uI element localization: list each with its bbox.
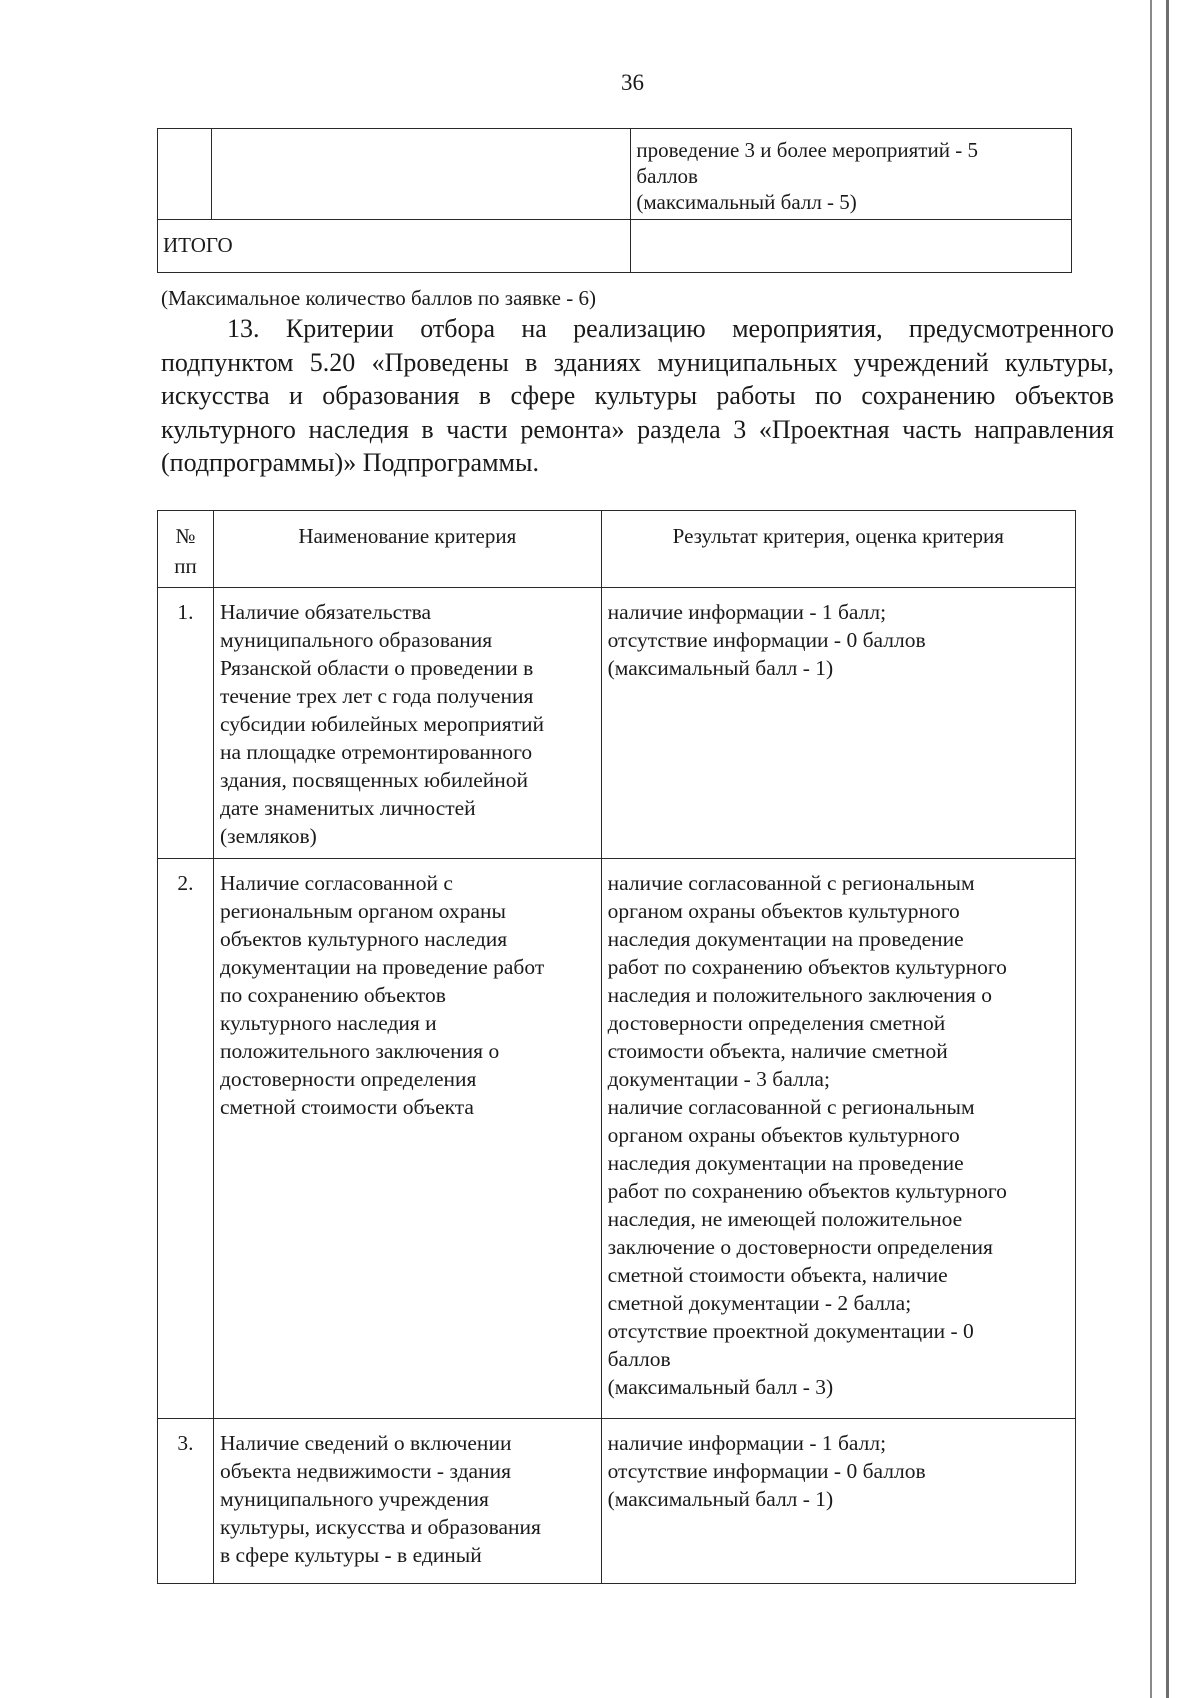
cell-line: документации на проведение работ [219,955,545,979]
cell-line: Наличие сведений о включении [219,1431,512,1455]
cell-line: отсутствие проектной документации - 0 [607,1319,974,1343]
max-score-note: (Максимальное количество баллов по заявке - 6) [161,286,596,310]
header-name: Наименование критерия [213,511,601,588]
table-cell [631,129,1072,220]
table-cell [211,129,630,220]
cell-line: наличие информации - 1 балл; [607,600,887,624]
criteria-table [157,510,1076,1584]
criterion-name [213,859,601,1419]
cell-line: объектов культурного наследия [219,927,508,951]
cell-line: Рязанской области о проведении в [219,656,534,680]
cell-line: культурного наследия и [219,1011,437,1035]
cell-line: проведение 3 и более мероприятий - 5 [636,138,978,162]
cell-line: в сфере культуры - в единый [219,1543,482,1567]
cell-line: течение трех лет с года получения [219,684,534,708]
cell-line: органом охраны объектов культурного [607,1123,960,1147]
cell-line: наследия, не имеющей положительное [607,1207,963,1231]
cell-line: наличие согласованной с региональным [607,1095,975,1119]
cell-line: наследия и положительного заключения о [607,983,993,1007]
criterion-result [601,588,1075,859]
total-row [158,220,1072,273]
scan-edge-line [1150,0,1152,1698]
table-row [158,129,1072,220]
cell-line: наследия документации на проведение [607,1151,964,1175]
cell-line: (максимальный балл - 1) [607,656,834,680]
cell-line: сметной документации - 2 балла; [607,1291,912,1315]
cell-line: работ по сохранению объектов культурного [607,955,1007,979]
cell-line: отсутствие информации - 0 баллов [607,628,926,652]
cell-line: региональным органом охраны [219,899,506,923]
scan-edge-line [1166,0,1169,1698]
total-value [631,220,1072,273]
cell-line: пп [174,554,197,578]
cell-line: работ по сохранению объектов культурного [607,1179,1007,1203]
cell-line: (максимальный балл - 3) [607,1375,834,1399]
cell-line: наличие согласованной с региональным [607,871,975,895]
table-row [158,859,1076,1419]
cell-line: муниципального образования [219,628,493,652]
criterion-name [213,588,601,859]
cell-line: положительного заключения о [219,1039,500,1063]
row-number: 2. [158,859,214,1419]
criterion-result [601,859,1075,1419]
cell-line: документации - 3 балла; [607,1067,830,1091]
cell-line: достоверности определения [219,1067,477,1091]
row-number: 3. [158,1419,214,1584]
cell-line: сметной стоимости объекта, наличие [607,1263,948,1287]
cell-line: сметной стоимости объекта [219,1095,474,1119]
continued-table [157,128,1072,273]
cell-line: здания, посвященных юбилейной [219,768,529,792]
cell-line: наследия документации на проведение [607,927,964,951]
cell-line: (земляков) [219,824,317,848]
cell-line: баллов [636,164,698,188]
cell-line: дате знаменитых личностей [219,796,476,820]
table-row [158,1419,1076,1584]
cell-line: Наличие обязательства [219,600,432,624]
cell-line: № [175,524,196,548]
cell-line: Наличие согласованной с [219,871,453,895]
cell-line: культуры, искусства и образования [219,1515,541,1539]
header-result: Результат критерия, оценка критерия [601,511,1075,588]
header-num [158,511,214,588]
cell-line: отсутствие информации - 0 баллов [607,1459,926,1483]
table-cell [158,129,212,220]
cell-line: достоверности определения сметной [607,1011,946,1035]
total-label: ИТОГО [158,220,631,273]
cell-line: (максимальный балл - 5) [636,190,857,214]
cell-line: наличие информации - 1 балл; [607,1431,887,1455]
cell-line: по сохранению объектов [219,983,446,1007]
criterion-name [213,1419,601,1584]
cell-line: заключение о достоверности определения [607,1235,993,1259]
table-row [158,588,1076,859]
cell-line: на площадке отремонтированного [219,740,533,764]
cell-line: объекта недвижимости - здания [219,1459,511,1483]
criterion-result [601,1419,1075,1584]
cell-line: субсидии юбилейных мероприятий [219,712,545,736]
cell-line: муниципального учреждения [219,1487,489,1511]
row-number: 1. [158,588,214,859]
cell-line: баллов [607,1347,671,1371]
cell-line: (максимальный балл - 1) [607,1487,834,1511]
table-header-row [158,511,1076,588]
cell-line: органом охраны объектов культурного [607,899,960,923]
page-number: 36 [621,70,644,95]
section-paragraph: 13. Критерии отбора на реализацию мероприятия, предусмотренного подпунктом 5.20 «Проведены в зданиях муниципальных учреждений культуры, искусства и образования в сфере культуры работы по сохранению объектов культурного наследия в части ремонта» раздела 3 «Проектная часть направления (подпрограммы)» Подпрограммы. [161,314,1114,477]
cell-line: стоимости объекта, наличие сметной [607,1039,948,1063]
